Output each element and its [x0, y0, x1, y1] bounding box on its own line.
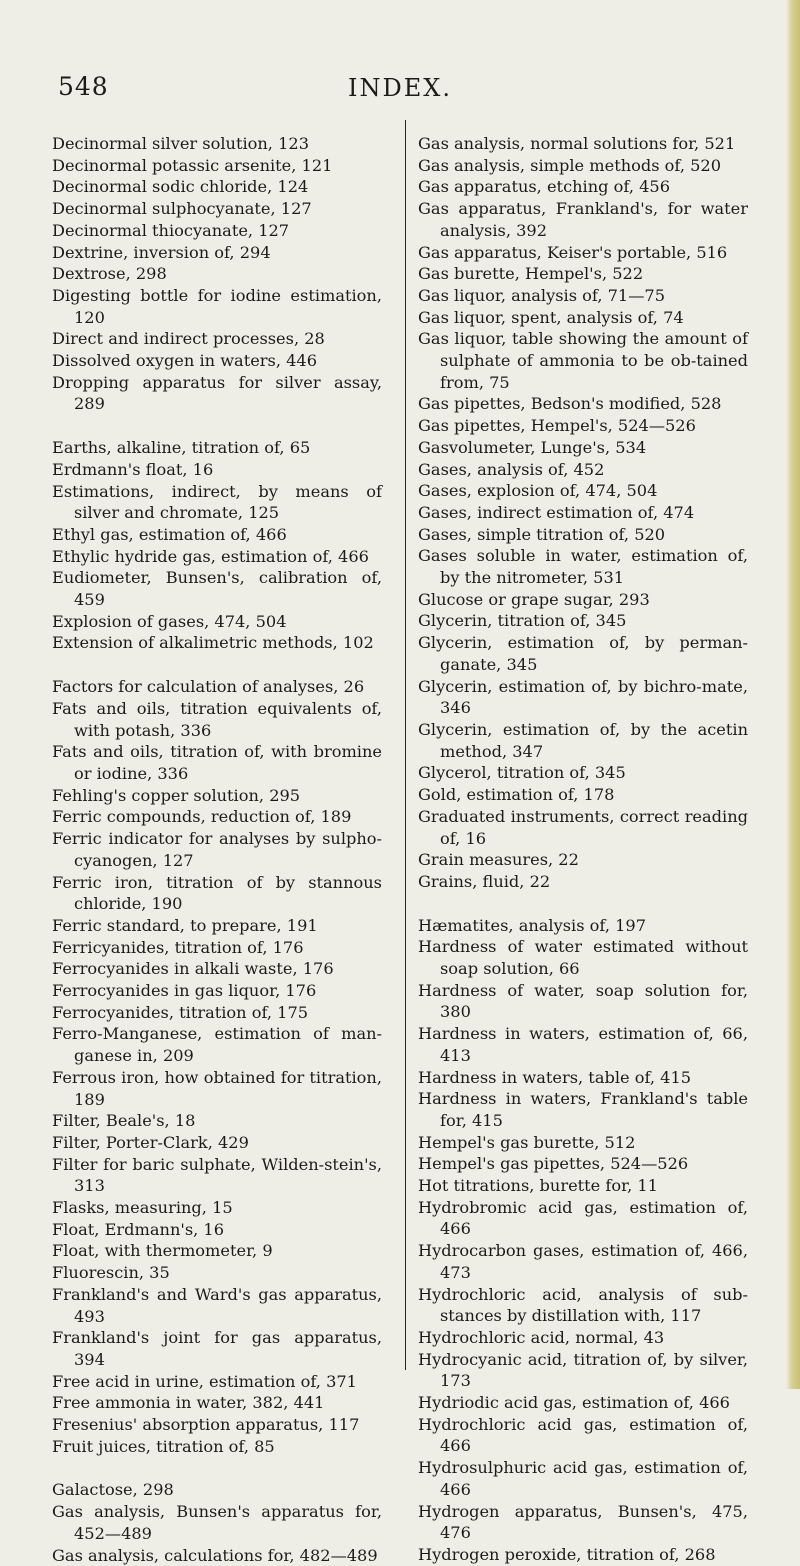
index-entry: Grain measures, 22	[418, 850, 579, 870]
index-entry: Fluorescin, 35	[52, 1263, 170, 1283]
index-entry: Gas liquor, table showing the amount of sulphate of ammonia to be ob-tained from, 75	[418, 329, 748, 392]
index-entry: Fehling's copper solution, 295	[52, 785, 301, 805]
index-entry: Direct and indirect processes, 28	[52, 329, 325, 349]
index-entry: Hempel's gas pipettes, 524—526	[418, 1154, 689, 1174]
index-entry: Gases, explosion of, 474, 504	[418, 481, 658, 501]
index-entry: Filter, Porter-Clark, 429	[52, 1132, 249, 1152]
index-entry: Gas liquor, analysis of, 71—75	[418, 285, 665, 305]
index-entry: Hempel's gas burette, 512	[418, 1132, 636, 1152]
index-entry: Float, Erdmann's, 16	[52, 1219, 225, 1239]
index-entry: Earths, alkaline, titration of, 65	[52, 438, 311, 458]
index-entry: Hydrochloric acid, normal, 43	[418, 1327, 665, 1347]
index-entry: Estimations, indirect, by means of silver and chromate, 125	[52, 481, 382, 523]
index-entry: Extension of alkalimetric methods, 102	[52, 633, 374, 653]
index-column-right	[418, 133, 748, 1566]
index-entry: Dissolved oxygen in waters, 446	[52, 351, 318, 371]
index-entry: Gas pipettes, Bedson's modified, 528	[418, 394, 722, 414]
index-entry: Frankland's and Ward's gas apparatus, 493	[52, 1284, 382, 1326]
index-entry: Hydrobromic acid gas, estimation of, 466	[418, 1197, 748, 1239]
index-entry: Glycerin, estimation of, by bichro-mate, 346	[418, 676, 748, 718]
index-entry: Gas analysis, simple methods of, 520	[418, 155, 722, 175]
page-edge-shadow	[786, 0, 800, 1389]
index-entry: Ferrocyanides in gas liquor, 176	[52, 981, 317, 1001]
index-entry: Erdmann's float, 16	[52, 459, 214, 479]
index-entry: Glycerin, titration of, 345	[418, 611, 627, 631]
index-entry: Hardness of water, soap solution for, 380	[418, 980, 748, 1022]
index-entry: Gold, estimation of, 178	[418, 785, 615, 805]
index-entry: Glycerin, estimation of, by perman-ganate, 345	[418, 633, 748, 674]
index-entry: Ferricyanides, titration of, 176	[52, 937, 304, 957]
index-entry: Gasvolumeter, Lunge's, 534	[418, 437, 647, 457]
index-entry: Ferro-Manganese, estimation of man-ganese in, 209	[52, 1024, 382, 1066]
section-gap	[52, 654, 382, 676]
index-entry: Ferrocyanides in alkali waste, 176	[52, 959, 334, 979]
index-entry: Frankland's joint for gas apparatus, 394	[52, 1328, 382, 1369]
index-entry: Ferric indicator for analyses by sulpho-cyanogen, 127	[52, 829, 382, 870]
index-entry: Hardness in waters, Frankland's table for, 415	[418, 1089, 748, 1130]
index-entry: Dextrose, 298	[52, 264, 167, 284]
index-entry: Glycerol, titration of, 345	[418, 763, 626, 783]
index-entry: Grains, fluid, 22	[418, 871, 551, 891]
index-entry: Hydrochloric acid gas, estimation of, 466	[418, 1414, 748, 1456]
index-entry: Gas analysis, normal solutions for, 521	[418, 134, 736, 153]
index-entry: Filter for baric sulphate, Wilden-stein's, 313	[52, 1154, 382, 1196]
section-gap	[52, 1457, 382, 1479]
index-entry: Glucose or grape sugar, 293	[418, 589, 650, 609]
index-entry: Gas burette, Hempel's, 522	[418, 264, 644, 284]
index-entry: Graduated instruments, correct reading of, 16	[418, 806, 748, 848]
index-entry: Ferric standard, to prepare, 191	[52, 915, 318, 935]
index-entry: Glycerin, estimation of, by the acetin method, 347	[418, 719, 748, 761]
index-entry: Float, with thermometer, 9	[52, 1241, 273, 1261]
index-entry: Gases, simple titration of, 520	[418, 524, 666, 544]
page-number: 548	[58, 72, 109, 101]
index-entry: Hydrochloric acid, analysis of sub-stances by distillation with, 117	[418, 1284, 748, 1326]
index-entry: Fruit juices, titration of, 85	[52, 1436, 275, 1456]
index-entry: Free acid in urine, estimation of, 371	[52, 1371, 357, 1391]
index-entry: Hot titrations, burette for, 11	[418, 1176, 658, 1196]
index-entry: Free ammonia in water, 382, 441	[52, 1393, 325, 1413]
index-entry: Ferric compounds, reduction of, 189	[52, 807, 352, 827]
section-gap	[52, 415, 382, 437]
index-entry: Decinormal sulphocyanate, 127	[52, 199, 312, 219]
index-entry: Decinormal silver solution, 123	[52, 134, 310, 153]
index-entry: Hydrocarbon gases, estimation of, 466, 473	[418, 1241, 748, 1282]
index-entry: Explosion of gases, 474, 504	[52, 611, 287, 631]
index-entry: Fats and oils, titration equivalents of, with potash, 336	[52, 698, 382, 740]
index-entry: Filter, Beale's, 18	[52, 1111, 196, 1131]
index-entry: Ferric iron, titration of by stannous chloride, 190	[52, 872, 382, 914]
index-entry: Gas analysis, Bunsen's apparatus for, 452—489	[52, 1502, 382, 1543]
index-entry: Factors for calculation of analyses, 26	[52, 677, 365, 697]
index-entry: Fats and oils, titration of, with bromine or iodine, 336	[52, 742, 382, 783]
column-divider	[405, 120, 406, 1370]
index-entry: Galactose, 298	[52, 1480, 174, 1500]
index-entry: Hæmatites, analysis of, 197	[418, 915, 647, 935]
index-entry: Gas analysis, calculations for, 482—489	[52, 1545, 378, 1565]
index-entry: Hydrogen apparatus, Bunsen's, 475, 476	[418, 1501, 748, 1543]
index-entry: Hydrogen peroxide, titration of, 268	[418, 1545, 716, 1564]
index-entry: Decinormal potassic arsenite, 121	[52, 155, 333, 175]
index-entry: Ferrous iron, how obtained for titration, 189	[52, 1067, 382, 1109]
index-entry: Gas liquor, spent, analysis of, 74	[418, 307, 684, 327]
index-entry: Fresenius' absorption apparatus, 117	[52, 1415, 360, 1435]
index-entry: Hydrocyanic acid, titration of, by silver, 173	[418, 1349, 748, 1391]
index-entry: Hardness in waters, estimation of, 66, 413	[418, 1024, 748, 1065]
index-entry: Hardness of water estimated without soap solution, 66	[418, 937, 748, 979]
index-entry: Ethyl gas, estimation of, 466	[52, 524, 287, 544]
index-column-left	[52, 133, 382, 1566]
index-entry: Gas pipettes, Hempel's, 524—526	[418, 416, 696, 436]
index-entry: Gas apparatus, etching of, 456	[418, 177, 671, 197]
page-header	[40, 72, 760, 112]
index-entry: Gas apparatus, Keiser's portable, 516	[418, 242, 728, 262]
index-entry: Hydrosulphuric acid gas, estimation of, 466	[418, 1458, 748, 1499]
index-entry: Gases, indirect estimation of, 474	[418, 502, 695, 522]
index-entry: Dextrine, inversion of, 294	[52, 242, 271, 262]
section-gap	[418, 893, 748, 915]
index-entry: Ferrocyanides, titration of, 175	[52, 1002, 309, 1022]
index-entry: Flasks, measuring, 15	[52, 1198, 233, 1218]
page-title: INDEX.	[348, 74, 452, 102]
index-entry: Digesting bottle for iodine estimation, 120	[52, 285, 382, 327]
index-entry: Decinormal sodic chloride, 124	[52, 177, 309, 197]
index-entry: Decinormal thiocyanate, 127	[52, 220, 290, 240]
index-entry: Gases, analysis of, 452	[418, 459, 605, 479]
index-entry: Hydriodic acid gas, estimation of, 466	[418, 1393, 730, 1413]
index-entry: Dropping apparatus for silver assay, 289	[52, 372, 382, 414]
index-entry: Hardness in waters, table of, 415	[418, 1067, 692, 1087]
index-entry: Gases soluble in water, estimation of, by the nitrometer, 531	[418, 546, 748, 588]
index-entry: Eudiometer, Bunsen's, calibration of, 459	[52, 568, 382, 610]
index-entry: Gas apparatus, Frankland's, for water analysis, 392	[418, 199, 748, 240]
index-entry: Ethylic hydride gas, estimation of, 466	[52, 546, 369, 566]
